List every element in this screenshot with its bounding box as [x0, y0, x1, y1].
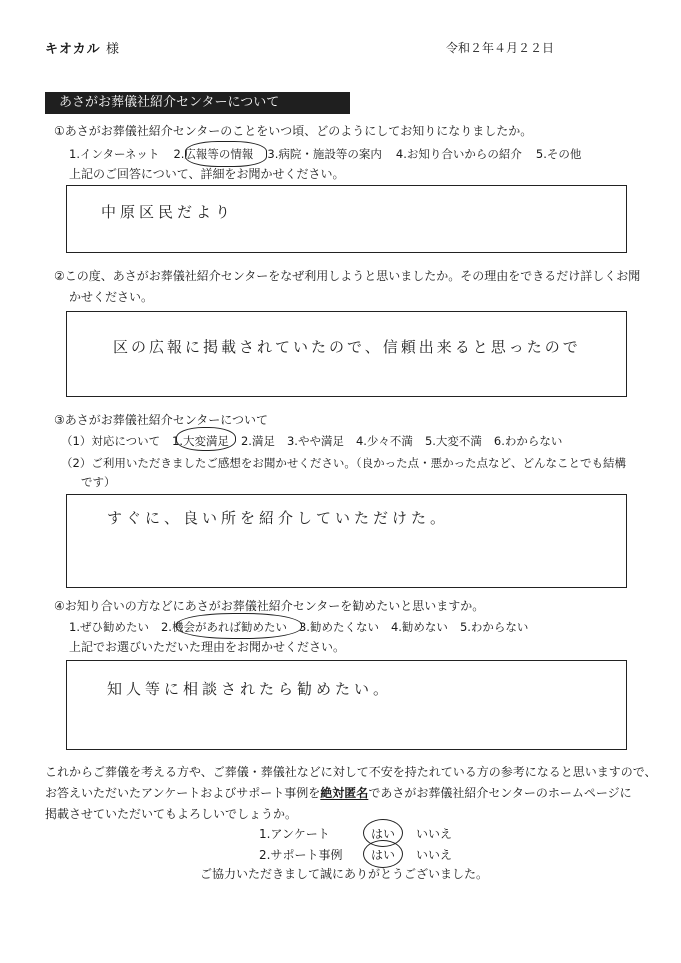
q3-answer-box[interactable]: [66, 494, 627, 588]
q2-answer-text: 区の広報に掲載されていたので、信頼出来ると思ったので: [113, 338, 581, 356]
consent-yes-case[interactable]: はい: [371, 848, 396, 862]
q3-option[interactable]: 5.大変不満: [424, 434, 482, 448]
q1-followup: 上記のご回答について、詳細をお聞かせください。: [69, 167, 345, 181]
closing-line2: [45, 785, 632, 801]
q3-option[interactable]: 4.少々不満: [355, 434, 413, 448]
q3-option[interactable]: 1.大変満足: [172, 434, 229, 448]
closing-line2-after: であさがお葬儀社紹介センターのホームページに: [368, 786, 632, 800]
q3-question: ③あさがお葬儀社紹介センターについて: [54, 413, 269, 427]
q1-answer-box[interactable]: [66, 185, 627, 253]
q4-option[interactable]: 2.機会があれば勧めたい: [160, 620, 287, 634]
q3-sub2-line2: です）: [81, 475, 116, 489]
anonymous-emphasis: 絶対匿名: [320, 786, 369, 800]
q4-option[interactable]: 1.ぜひ勧めたい: [69, 620, 149, 634]
q2-question-line1: ②この度、あさがお葬儀社紹介センターをなぜ利用しようと思いましたか。その理由をできるだけ詳しくお聞: [54, 269, 641, 283]
q1-option[interactable]: 5.その他: [535, 147, 582, 161]
closing-line1: これからご葬儀を考える方や、ご葬儀・葬儀社などに対して不安を持たれている方の参考になると思いますので、: [45, 765, 657, 779]
closing-line2-before: お答えいただいたアンケートおよびサポート事例を: [45, 786, 321, 800]
q1-question: ①あさがお葬儀社紹介センターのことをいつ頃、どのようにしてお知りになりましたか。: [54, 124, 533, 138]
q1-option[interactable]: 2.広報等の情報: [173, 147, 254, 161]
q1-options: [69, 146, 581, 162]
date: 令和２年４月２２日: [446, 41, 555, 55]
q1-option[interactable]: 1.インターネット: [69, 147, 160, 161]
consent-yes-circle-case: [363, 840, 403, 868]
q4-selection-circle: [176, 613, 302, 639]
q3-option[interactable]: 3.やや満足: [286, 434, 344, 448]
q3-sub2-line1: （2）ご利用いただきましたご感想をお聞かせください。（良かった点・悪かった点など、どんなことでも結構: [61, 456, 627, 470]
q3-selection-circle: [176, 427, 236, 451]
consent-label-survey: 1.アンケート: [259, 827, 330, 841]
q4-question: ④お知り合いの方などにあさがお葬儀社紹介センターを勧めたいと思いますか。: [54, 599, 485, 613]
closing-line3: 掲載させていただいてもよろしいでしょうか。: [45, 807, 298, 821]
customer-name: キオカル: [45, 42, 101, 57]
q4-option[interactable]: 3.勧めたくない: [298, 620, 379, 634]
q4-option[interactable]: 5.わからない: [459, 620, 529, 634]
consent-no-survey[interactable]: いいえ: [416, 827, 453, 841]
banner-title: あさがお葬儀社紹介センターについて: [59, 95, 280, 110]
consent-no-case[interactable]: いいえ: [416, 848, 453, 862]
section-banner: [45, 92, 350, 114]
q3-option[interactable]: 6.わからない: [493, 434, 563, 448]
q3-answer-text: すぐに、良い所を紹介していただけた。: [107, 509, 450, 527]
q4-option[interactable]: 4.勧めない: [390, 620, 448, 634]
q3-option[interactable]: 2.満足: [240, 434, 275, 448]
thanks-text: ご協力いただきまして誠にありがとうございました。: [200, 867, 489, 881]
q1-selection-circle: [185, 141, 267, 167]
q4-answer-box[interactable]: [66, 660, 627, 750]
consent-yes-survey[interactable]: はい: [371, 827, 396, 841]
q3-sub1-label: （1）対応について: [61, 434, 161, 448]
honorific: 様: [106, 42, 120, 57]
q2-answer-box[interactable]: [66, 311, 627, 397]
q1-answer-text: 中原区民だより: [101, 203, 235, 221]
q4-answer-text: 知人等に相談されたら勧めたい。: [107, 680, 393, 698]
consent-label-case: 2.サポート事例: [259, 848, 343, 862]
q2-question-line2: かせください。: [69, 290, 154, 304]
q1-option[interactable]: 4.お知り合いからの紹介: [395, 147, 522, 161]
q4-followup: 上記でお選びいただいた理由をお聞かせください。: [69, 640, 346, 654]
q1-option[interactable]: 3.病院・施設等の案内: [267, 147, 382, 161]
